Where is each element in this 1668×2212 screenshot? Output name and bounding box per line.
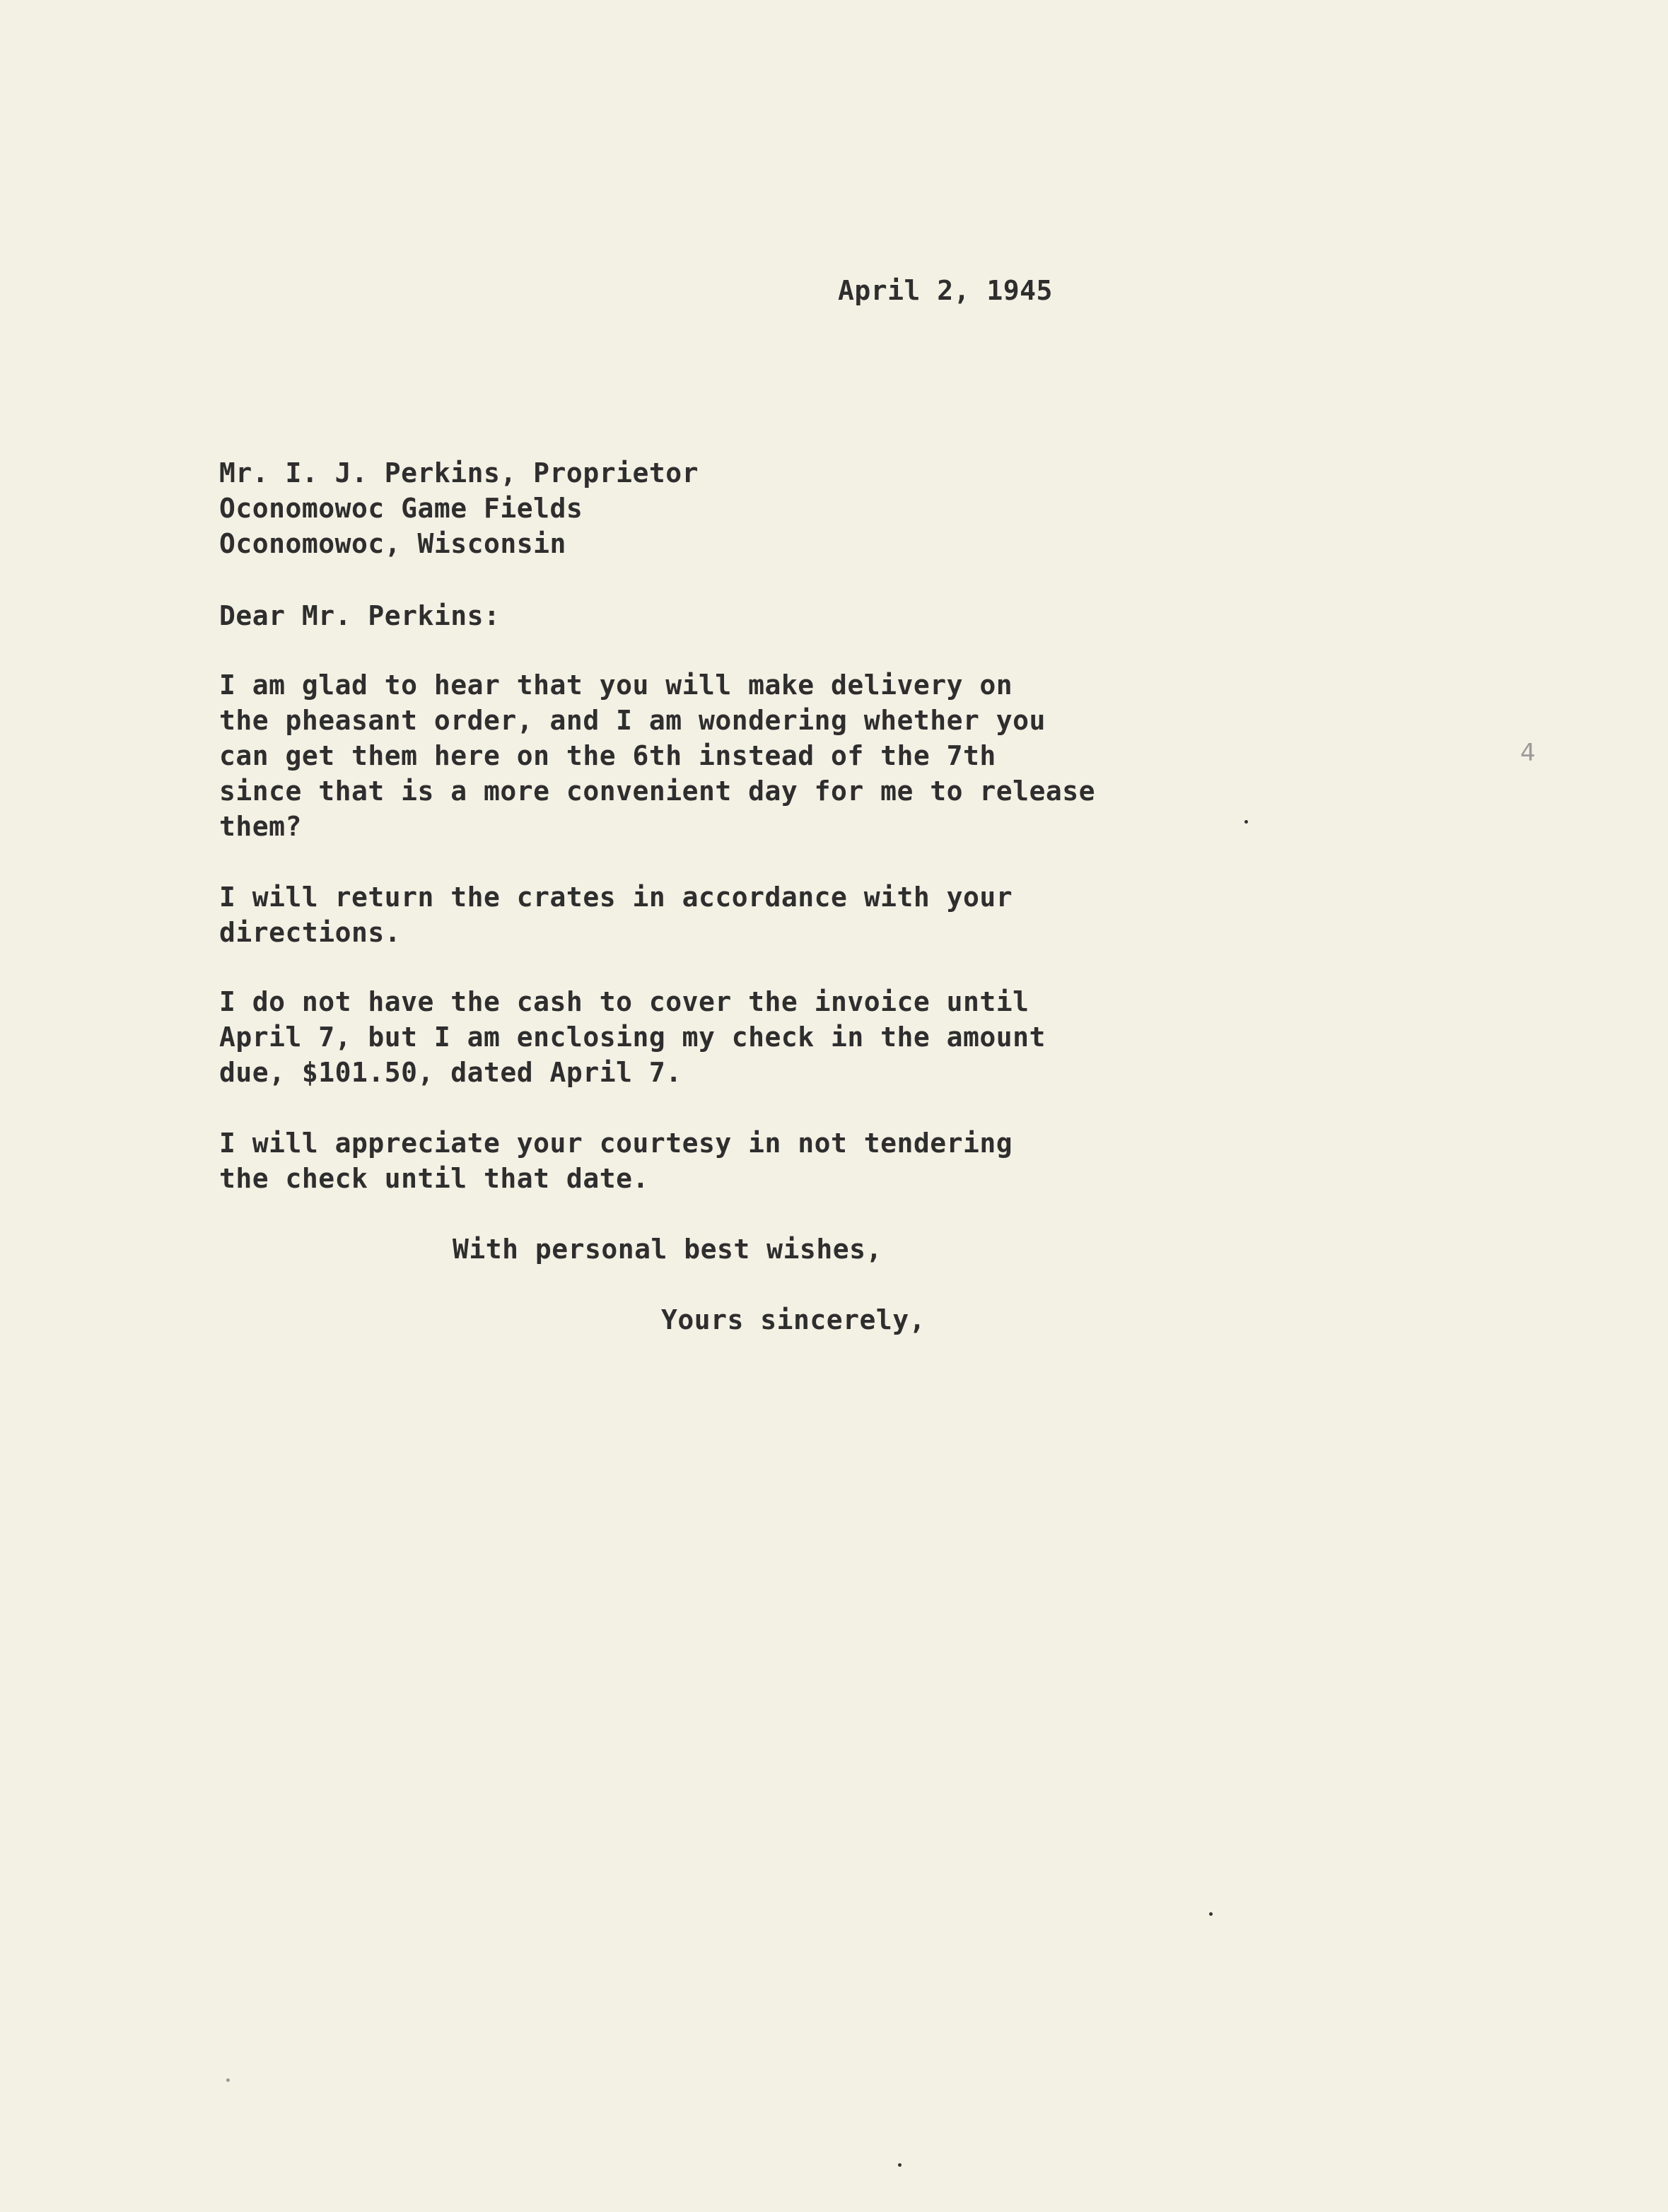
body-line: I do not have the cash to cover the invoice until — [219, 986, 1030, 1017]
paper-speck — [898, 2163, 902, 2167]
body-line: can get them here on the 6th instead of the 7th — [219, 740, 996, 771]
body-line: the check until that date. — [219, 1163, 649, 1194]
recipient-line-2: Oconomowoc Game Fields — [219, 493, 583, 524]
closing-wishes: With personal best wishes, — [453, 1234, 882, 1265]
body-line: them? — [219, 811, 302, 842]
closing-signoff: Yours sincerely, — [661, 1304, 926, 1335]
paper-speck — [1209, 1912, 1213, 1916]
recipient-line-3: Oconomowoc, Wisconsin — [219, 528, 566, 559]
letter-date: April 2, 1945 — [838, 275, 1053, 306]
body-line: due, $101.50, dated April 7. — [219, 1057, 682, 1088]
body-line: the pheasant order, and I am wondering whether you — [219, 705, 1046, 736]
body-line: I will return the crates in accordance with your — [219, 882, 1013, 913]
salutation: Dear Mr. Perkins: — [219, 600, 501, 631]
body-line: I am glad to hear that you will make delivery on — [219, 669, 1013, 701]
paper-speck — [226, 2078, 230, 2082]
paper-speck — [1244, 820, 1248, 824]
body-line: April 7, but I am enclosing my check in the amount — [219, 1022, 1046, 1053]
recipient-line-1: Mr. I. J. Perkins, Proprietor — [219, 457, 699, 488]
margin-pencil-mark: 4 — [1520, 739, 1536, 767]
body-line: directions. — [219, 917, 402, 948]
body-line: I will appreciate your courtesy in not tendering — [219, 1128, 1013, 1159]
body-line: since that is a more convenient day for me to release — [219, 776, 1096, 807]
